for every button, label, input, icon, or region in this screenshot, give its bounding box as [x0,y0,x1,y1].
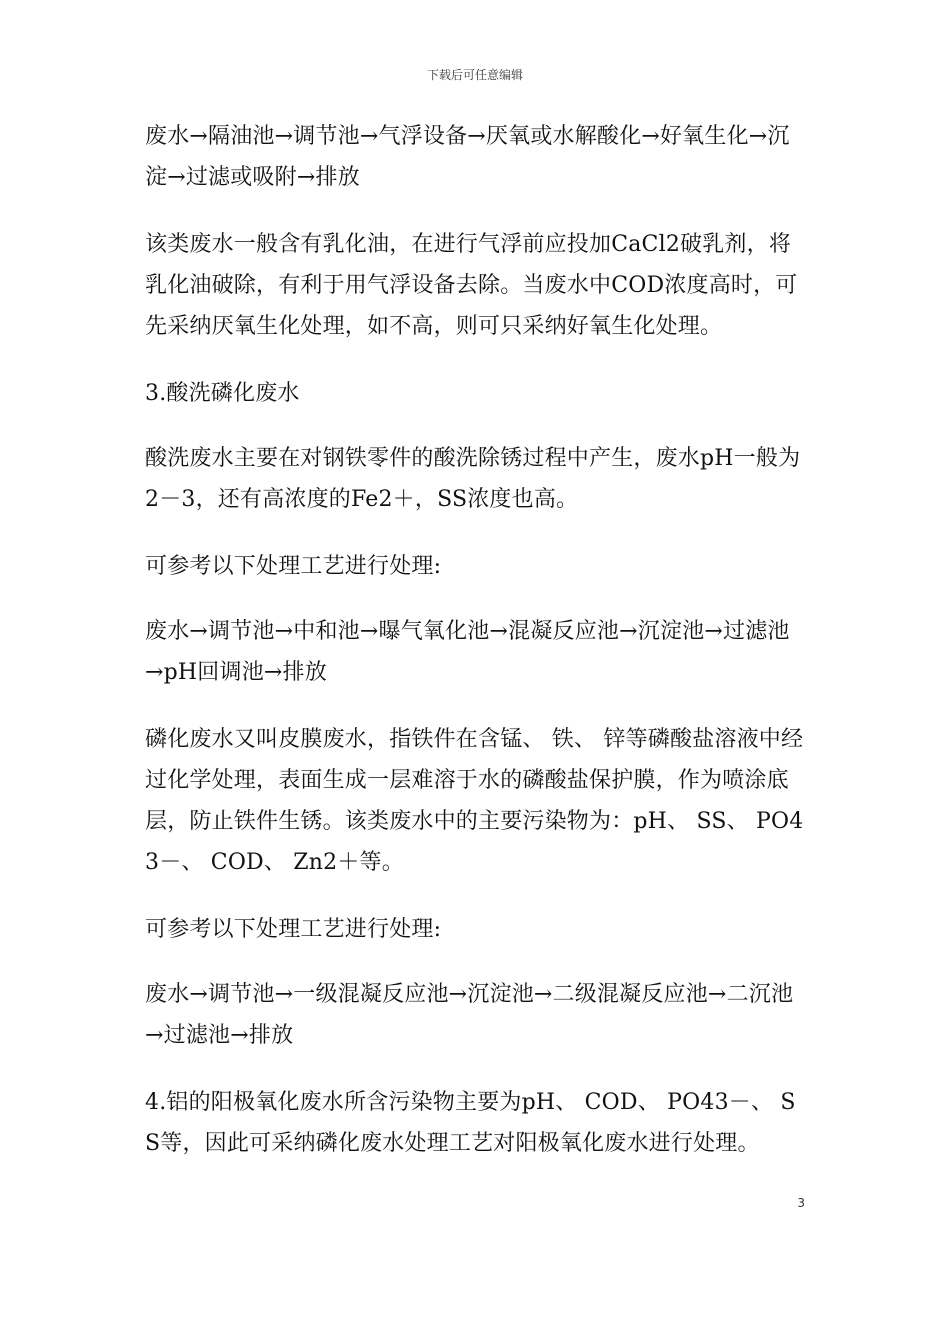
paragraph-reference-process-2: 可参考以下处理工艺进行处理: [145,917,442,942]
document-body [145,116,805,1190]
paragraph-process-flow-oily: 废水→隔油池→调节池→气浮设备→厌氧或水解酸化→好氧生化→沉淀→过滤或吸附→排放 [145,124,790,190]
paragraph-anodizing-wastewater: 4.铝的阳极氧化废水所含污染物主要为pH、 COD、 PO43－、 SS等，因此可采纳磷化废水处理工艺对阳极氧化废水进行处理。 [145,1090,796,1156]
page-header: 下载后可任意编辑 [426,68,523,82]
section-heading-pickling-phosphating: 3.酸洗磷化废水 [145,381,300,406]
page-number: 3 [797,1196,805,1210]
paragraph-pickling-wastewater: 酸洗废水主要在对钢铁零件的酸洗除锈过程中产生，废水pH一般为2－3，还有高浓度的Fe2＋，SS浓度也高。 [145,446,801,512]
paragraph-phosphating-wastewater: 磷化废水又叫皮膜废水，指铁件在含锰、 铁、 锌等磷酸盐溶液中经过化学处理，表面生成一层难溶于水的磷酸盐保护膜，作为喷涂底层，防止铁件生锈。该类废水中的主要污染物为：pH、 SS、 PO43－、 COD、 Zn2＋等。 [145,727,804,875]
paragraph-emulsified-oil: 该类废水一般含有乳化油，在进行气浮前应投加CaCl2破乳剂，将乳化油破除，有利于用气浮设备去除。当废水中COD浓度高时，可先采纳厌氧生化处理，如不高，则可只采纳好氧生化处理。 [145,232,798,339]
paragraph-reference-process-1: 可参考以下处理工艺进行处理: [145,554,442,579]
paragraph-process-flow-phosphating: 废水→调节池→一级混凝反应池→沉淀池→二级混凝反应池→二沉池→过滤池→排放 [145,982,794,1048]
paragraph-process-flow-pickling: 废水→调节池→中和池→曝气氧化池→混凝反应池→沉淀池→过滤池→pH回调池→排放 [145,619,790,685]
